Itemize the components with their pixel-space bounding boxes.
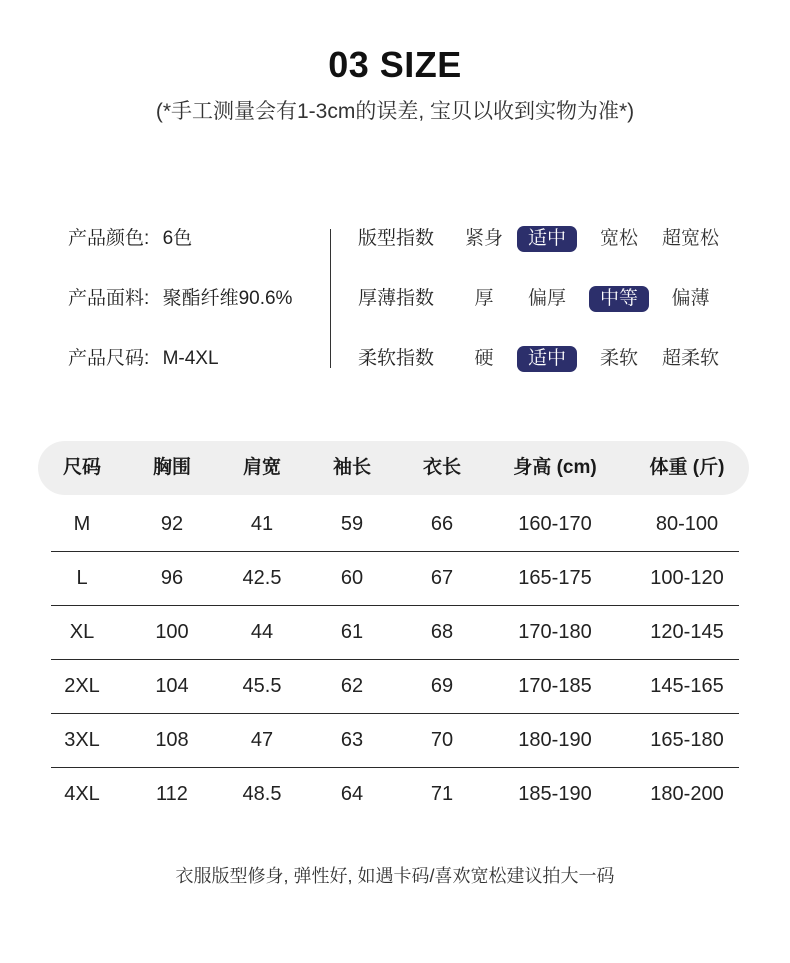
spec-value: M-4XL [162, 348, 219, 369]
table-cell: M [73, 513, 91, 535]
index-option-selected: 中等 [589, 286, 649, 312]
table-cell: 104 [155, 675, 189, 697]
index-option-selected: 适中 [517, 346, 577, 372]
table-row [0, 767, 790, 821]
table-cell: 45.5 [242, 675, 282, 697]
table-cell: 66 [430, 513, 454, 535]
table-cell: 48.5 [242, 783, 282, 805]
table-row [0, 497, 790, 551]
table-row [0, 659, 790, 713]
table-cell: 69 [430, 675, 454, 697]
column-header: 尺码 [62, 457, 101, 478]
column-header: 衣长 [422, 457, 461, 478]
table-cell: 108 [155, 729, 189, 751]
spec-color [68, 224, 328, 254]
table-cell: 70 [430, 729, 454, 751]
spec-label: 产品尺码: [68, 348, 150, 369]
table-cell: 44 [250, 621, 274, 643]
column-header: 身高 (cm) [513, 457, 597, 478]
index-label: 柔软指数 [358, 348, 435, 369]
table-cell: 2XL [64, 675, 100, 697]
table-cell: L [76, 567, 88, 589]
index-label: 厚薄指数 [358, 288, 435, 309]
table-cell: 64 [340, 783, 364, 805]
table-row [0, 713, 790, 767]
index-label: 版型指数 [358, 228, 435, 249]
table-cell: 100 [155, 621, 189, 643]
table-cell: 41 [250, 513, 274, 535]
spec-value: 聚酯纤维90.6% [162, 288, 293, 309]
spec-label: 产品颜色: [68, 228, 150, 249]
index-option: 偏薄 [671, 288, 710, 309]
index-option: 紧身 [464, 228, 503, 249]
column-header: 体重 (斤) [649, 457, 725, 478]
table-cell: 170-180 [518, 621, 592, 643]
index-fit [358, 224, 758, 254]
table-cell: 42.5 [242, 567, 282, 589]
vertical-divider [330, 229, 331, 368]
index-thickness [358, 284, 758, 314]
table-cell: 145-165 [650, 675, 724, 697]
spec-fabric [68, 284, 328, 314]
fit-note: 衣服版型修身, 弹性好, 如遇卡码/喜欢宽松建议拍大一码 [175, 866, 615, 886]
size-subtitle: (*手工测量会有1-3cm的误差, 宝贝以收到实物为准*) [155, 100, 635, 123]
size-table-header [38, 441, 749, 495]
table-cell: XL [69, 621, 95, 643]
index-option: 硬 [474, 348, 494, 369]
spec-label: 产品面料: [68, 288, 150, 309]
table-row [0, 605, 790, 659]
size-title: 03 SIZE [328, 44, 462, 85]
table-cell: 180-190 [518, 729, 592, 751]
table-cell: 80-100 [655, 513, 719, 535]
index-option: 宽松 [599, 228, 638, 249]
index-option: 超宽松 [661, 228, 719, 249]
column-header: 肩宽 [242, 457, 281, 478]
table-cell: 112 [156, 783, 188, 805]
table-cell: 47 [250, 729, 274, 751]
fabric-indices [358, 224, 758, 404]
spec-size [68, 344, 328, 374]
index-option-selected: 适中 [517, 226, 577, 252]
table-cell: 59 [340, 513, 364, 535]
table-cell: 100-120 [650, 567, 724, 589]
table-cell: 160-170 [518, 513, 592, 535]
table-cell: 180-200 [650, 783, 724, 805]
table-cell: 185-190 [518, 783, 592, 805]
table-cell: 170-185 [518, 675, 592, 697]
index-option: 超柔软 [661, 348, 719, 369]
table-cell: 96 [160, 567, 184, 589]
index-option: 柔软 [599, 348, 638, 369]
table-cell: 92 [160, 513, 184, 535]
table-cell: 67 [430, 567, 454, 589]
table-cell: 71 [430, 783, 454, 805]
table-cell: 61 [340, 621, 364, 643]
table-cell: 4XL [64, 783, 100, 805]
product-specs [68, 224, 328, 404]
index-softness [358, 344, 758, 374]
table-cell: 62 [340, 675, 364, 697]
table-cell: 68 [430, 621, 454, 643]
column-header: 胸围 [152, 457, 191, 478]
table-cell: 165-175 [518, 567, 592, 589]
table-cell: 60 [340, 567, 364, 589]
index-option: 厚 [474, 288, 494, 309]
spec-value: 6色 [162, 228, 193, 249]
column-header: 袖长 [332, 457, 371, 478]
table-cell: 3XL [64, 729, 100, 751]
table-row [0, 551, 790, 605]
table-cell: 63 [340, 729, 364, 751]
table-cell: 165-180 [650, 729, 724, 751]
table-cell: 120-145 [650, 621, 724, 643]
index-option: 偏厚 [527, 288, 566, 309]
